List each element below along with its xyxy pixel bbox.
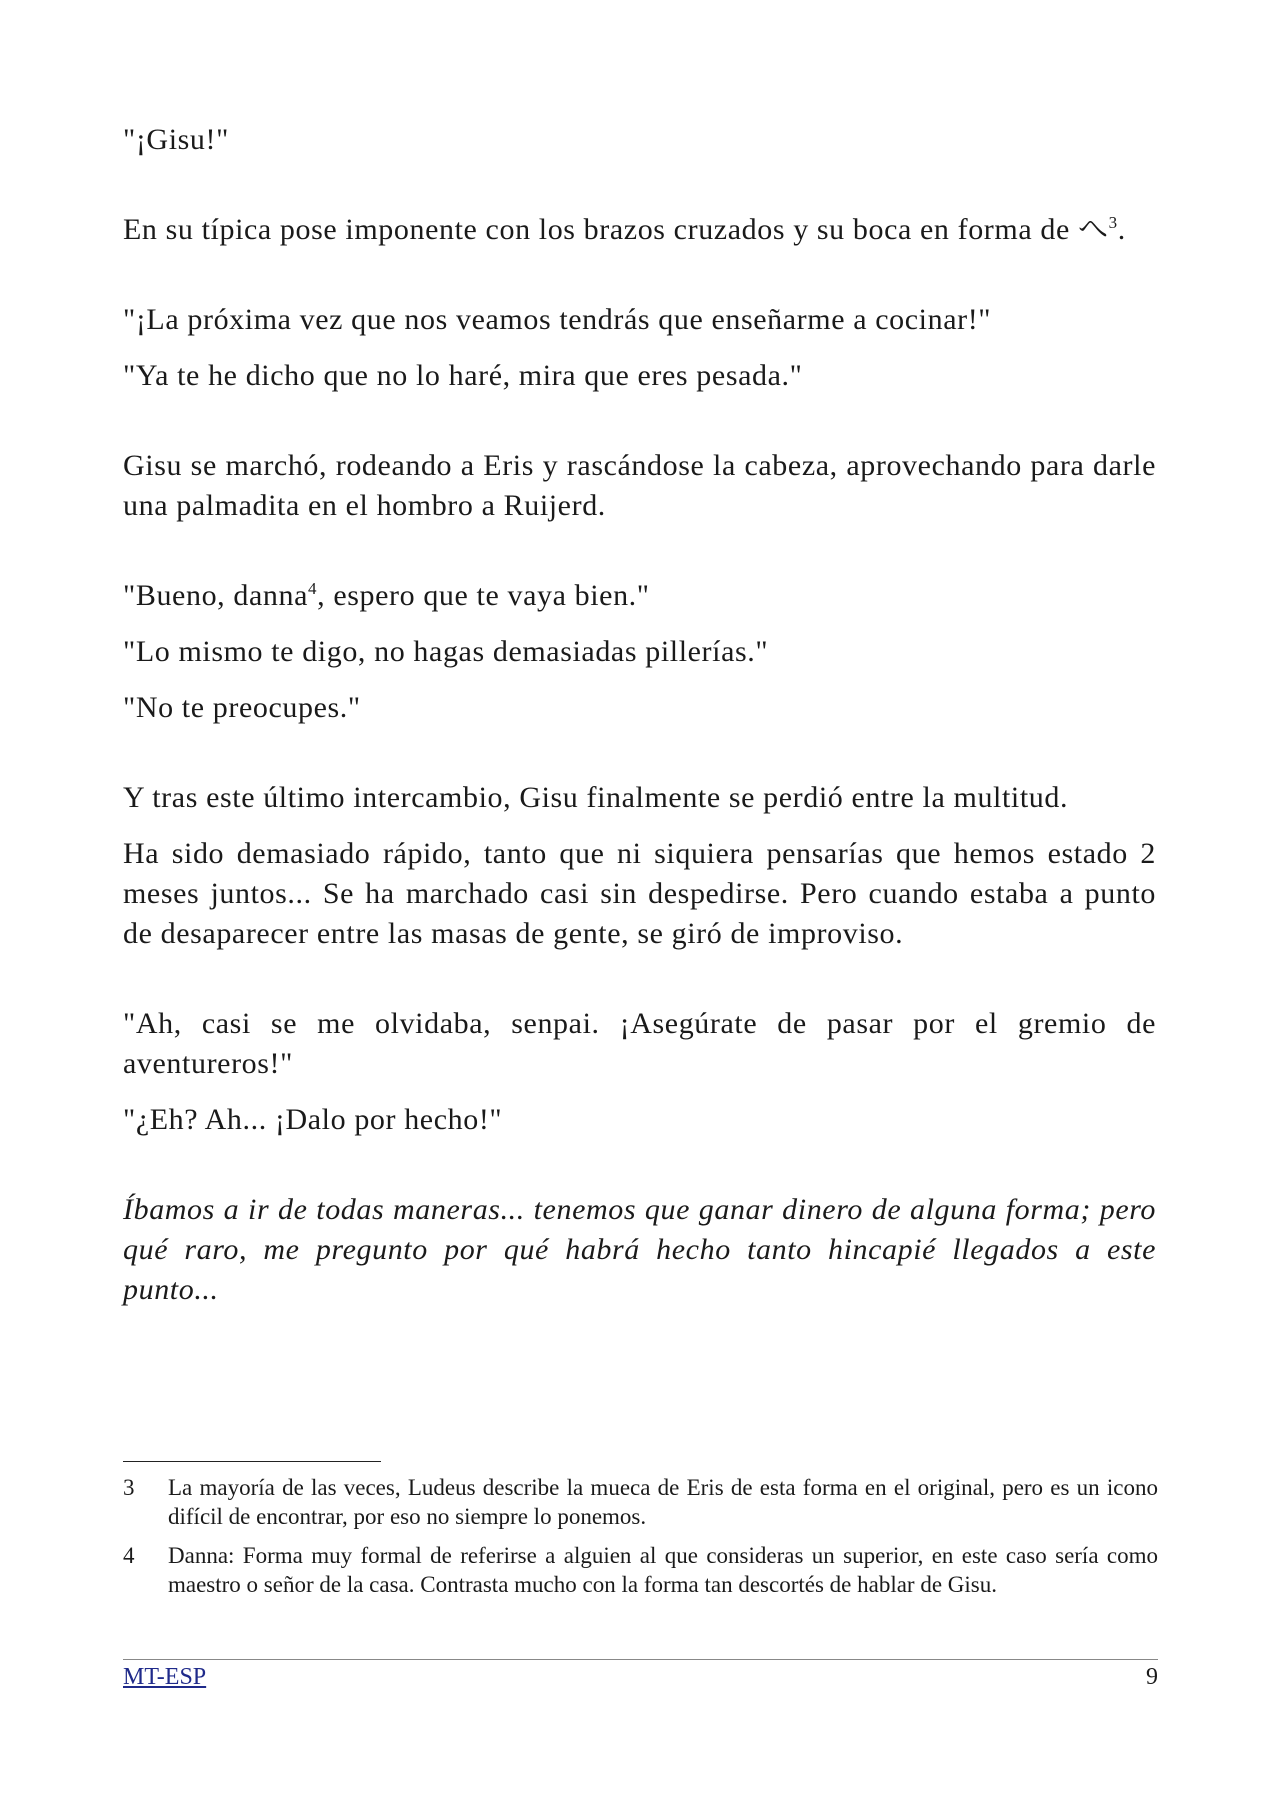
footnote-ref-4[interactable]: 4 bbox=[308, 579, 318, 598]
paragraph bbox=[123, 576, 1156, 616]
paragraph-text: , espero que te vaya bien." bbox=[317, 579, 650, 612]
footnote-text: Danna: Forma muy formal de referirse a alguien al que consideras un superior, en este caso sería como maestro o señor de la casa. Contrasta mucho con la forma tan descortés de hablar de Gisu. bbox=[168, 1543, 1158, 1597]
paragraph: Ha sido demasiado rápido, tanto que ni siquiera pensarías que hemos estado 2 meses juntos... Se ha marchado casi sin despedirse. Pero cuando estaba a punto de desaparecer entre las masas de gente, se giró de improviso. bbox=[123, 837, 1156, 950]
paragraph bbox=[123, 210, 1156, 250]
footnote-number: 3 bbox=[123, 1475, 135, 1500]
paragraph: "Ya te he dicho que no lo haré, mira que eres pesada." bbox=[123, 359, 803, 392]
footnote-number: 4 bbox=[123, 1543, 135, 1568]
paragraph-text: "Bueno, danna bbox=[123, 579, 309, 612]
paragraph: "¡La próxima vez que nos veamos tendrás que enseñarme a cocinar!" bbox=[123, 303, 992, 336]
paragraph-end: . bbox=[1117, 213, 1126, 246]
footnote-4 bbox=[123, 1541, 1158, 1599]
footnote-3 bbox=[123, 1473, 1158, 1531]
paragraph: "No te preocupes." bbox=[123, 691, 361, 724]
page-number: 9 bbox=[1146, 1664, 1158, 1690]
paragraph-text: En su típica pose imponente con los brazos cruzados y su boca en forma de bbox=[123, 213, 1078, 246]
paragraph: "¿Eh? Ah... ¡Dalo por hecho!" bbox=[123, 1103, 503, 1136]
paragraph: Y tras este último intercambio, Gisu finalmente se perdió entre la multitud. bbox=[123, 781, 1069, 814]
paragraph: "Ah, casi se me olvidaba, senpai. ¡Asegúrate de pasar por el gremio de aventureros!" bbox=[123, 1007, 1156, 1080]
page-footer bbox=[123, 1662, 1158, 1692]
paragraph: "Lo mismo te digo, no hagas demasiadas pillerías." bbox=[123, 635, 769, 668]
paragraph: Gisu se marchó, rodeando a Eris y rascándose la cabeza, aprovechando para darle una palmadita en el hombro a Ruijerd. bbox=[123, 449, 1156, 522]
paragraph: "¡Gisu!" bbox=[123, 123, 229, 156]
body-text bbox=[123, 120, 1156, 1310]
footnotes bbox=[123, 1473, 1158, 1609]
frown-symbol: へ bbox=[1077, 213, 1109, 246]
footnote-ref-3[interactable]: 3 bbox=[1108, 213, 1118, 232]
footer-link[interactable]: MT-ESP bbox=[123, 1664, 207, 1690]
footnote-separator bbox=[123, 1461, 381, 1462]
footnote-text: La mayoría de las veces, Ludeus describe la mueca de Eris de esta forma en el original, pero es un icono difícil de encontrar, por eso no siempre lo ponemos. bbox=[168, 1475, 1158, 1529]
footer-separator bbox=[123, 1659, 1158, 1660]
italic-paragraph: Íbamos a ir de todas maneras... tenemos que ganar dinero de alguna forma; pero qué raro, me pregunto por qué habrá hecho tanto hincapié llegados a este punto... bbox=[123, 1193, 1156, 1306]
